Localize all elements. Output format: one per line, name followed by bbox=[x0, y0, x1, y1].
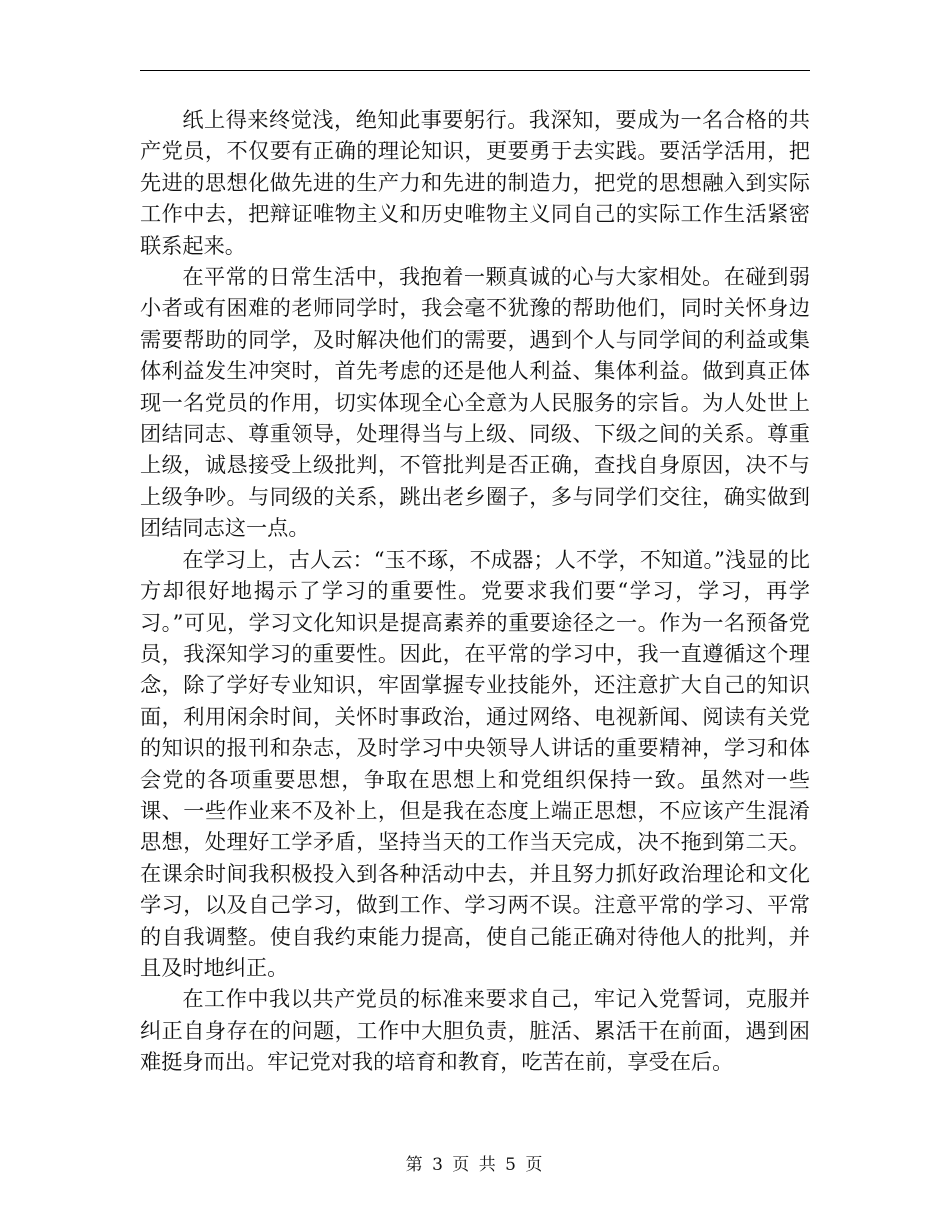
paragraph-3: 在学习上，古人云：“玉不琢，不成器；人不学，不知道。”浅显的比方却很好地揭示了学习的重要性。党要求我们要“学习，学习，再学习。”可见，学习文化知识是提高素养的重要途径之一。作为一名预备党员，我深知学习的重要性。因此，在平常的学习中，我一直遵循这个理念，除了学好专业知识，牢固掌握专业技能外，还注意扩大自己的知识面，利用闲余时间，关怀时事政治，通过网络、电视新闻、阅读有关党的知识的报刊和杂志，及时学习中央领导人讲话的重要精神，学习和体会党的各项重要思想，争取在思想上和党组织保持一致。虽然对一些课、一些作业来不及补上，但是我在态度上端正思想，不应该产生混淆思想，处理好工学矛盾，坚持当天的工作当天完成，决不拖到第二天。在课余时间我积极投入到各种活动中去，并且努力抓好政治理论和文化学习，以及自己学习，做到工作、学习两不误。注意平常的学习、平常的自我调整。使自我约束能力提高，使自己能正确对待他人的批判，并且及时地纠正。 bbox=[140, 546, 810, 980]
document-body bbox=[140, 104, 810, 1078]
page-footer bbox=[0, 1154, 950, 1176]
header-rule bbox=[140, 70, 810, 71]
paragraph-2: 在平常的日常生活中，我抱着一颗真诚的心与大家相处。在碰到弱小者或有困难的老师同学时，我会毫不犹豫的帮助他们，同时关怀身边需要帮助的同学，及时解决他们的需要，遇到个人与同学间的利益或集体利益发生冲突时，首先考虑的还是他人利益、集体利益。做到真正体现一名党员的作用，切实体现全心全意为人民服务的宗旨。为人处世上团结同志、尊重领导，处理得当与上级、同级、下级之间的关系。尊重上级，诚恳接受上级批判，不管批判是否正确，查找自身原因，决不与上级争吵。与同级的关系，跳出老乡圈子，多与同学们交往，确实做到团结同志这一点。 bbox=[140, 264, 810, 541]
paragraph-1: 纸上得来终觉浅，绝知此事要躬行。我深知，要成为一名合格的共产党员，不仅要有正确的理论知识，更要勇于去实践。要活学活用，把先进的思想化做先进的生产力和先进的制造力，把党的思想融入到实际工作中去，把辩证唯物主义和历史唯物主义同自己的实际工作生活紧密联系起来。 bbox=[140, 107, 810, 258]
paragraph-4: 在工作中我以共产党员的标准来要求自己，牢记入党誓词，克服并纠正自身存在的问题，工作中大胆负责，脏活、累活干在前面，遇到困难挺身而出。牢记党对我的培育和教育，吃苦在前，享受在后。 bbox=[140, 986, 810, 1075]
page-number-label: 第 3 页 共 5 页 bbox=[405, 1155, 545, 1175]
